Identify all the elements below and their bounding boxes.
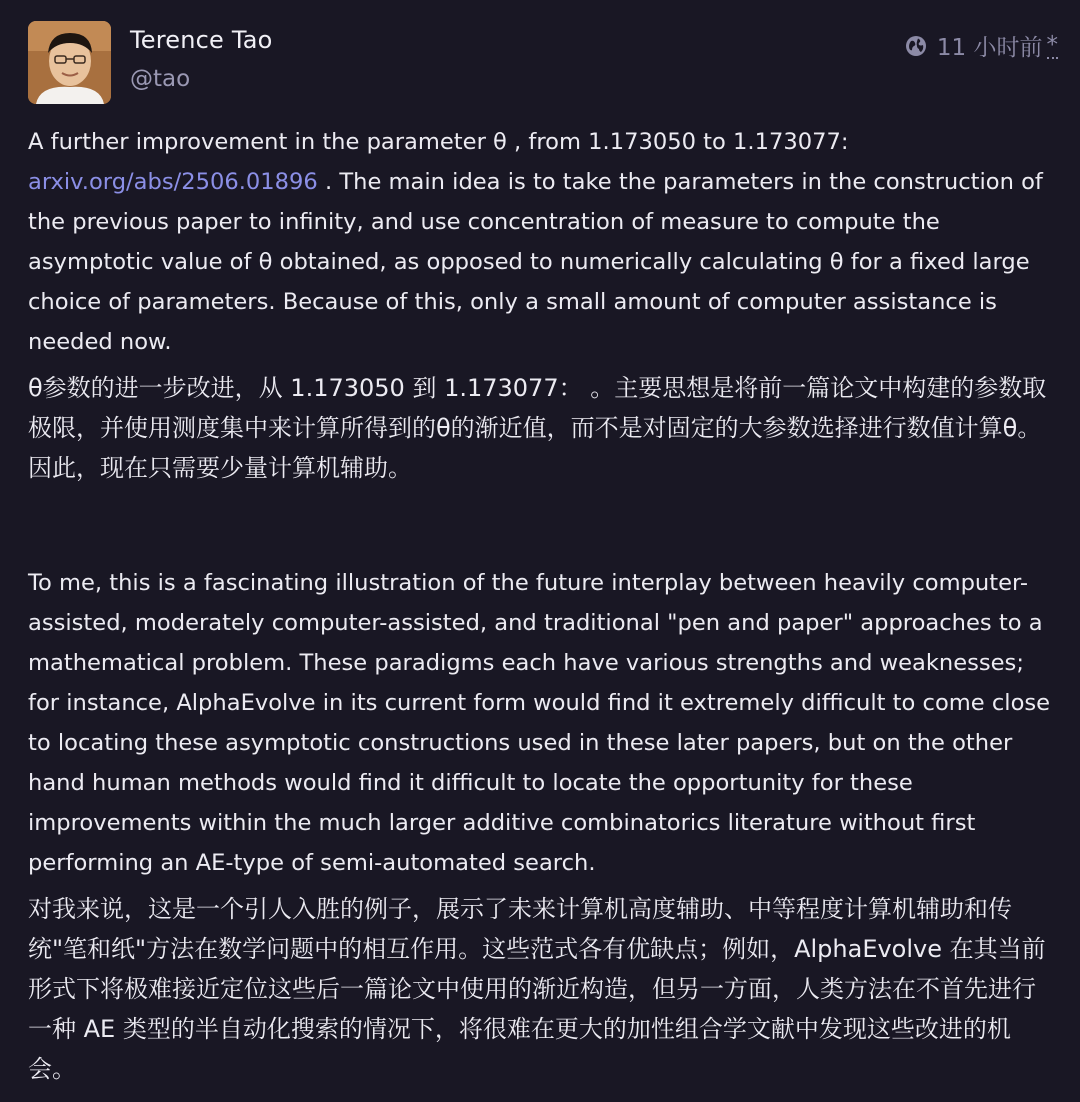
post-content [28, 122, 1058, 1089]
edited-indicator[interactable]: * [1046, 31, 1058, 58]
post-timestamp[interactable]: 11 小时前 [936, 35, 1043, 61]
author-name[interactable]: Terence Tao [130, 26, 273, 54]
paragraph-zh-2: 对我来说，这是一个引人入胜的例子，展示了未来计算机高度辅助、中等程度计算机辅助和传统"笔和纸"方法在数学问题中的相互作用。这些范式各有优缺点；例如，AlphaEvolve 在其当前形式下将极难接近定位这些后一篇论文中使用的渐近构造，但另一方面，人类方法在不首先进行一种 AE 类型的半自动化搜索的情况下，将很难在更大的加性组合学文献中发现这些改进的机会。 [28, 895, 1046, 1083]
paragraph-zh-1: θ参数的进一步改进，从 1.173050 到 1.173077： 。主要思想是将前一篇论文中构建的参数取极限，并使用测度集中来计算所得到的θ的渐近值，而不是对固定的大参数选择进行数值计算θ。因此，现在只需要少量计算机辅助。 [28, 374, 1047, 482]
paragraph-text: A further improvement in the parameter θ , from 1.173050 to 1.173077: [28, 129, 849, 155]
paragraph-text: . The main idea is to take the parameters in the construction of the previous paper to infinity, and use concentration of measure to compute the asymptotic value of θ obtained, as opposed to numerically calculating θ for a fixed large choice of parameters. Because of this, only a small amount of computer assistance is needed now. [28, 169, 1043, 355]
author-handle[interactable]: @tao [130, 66, 191, 92]
avatar[interactable] [28, 21, 111, 104]
paragraph-en-1 [28, 122, 1058, 362]
paragraph-en-2: To me, this is a fascinating illustration of the future interplay between heavily computer-assisted, moderately computer-assisted, and traditional "pen and paper" approaches to a mathematical problem. These paradigms each have various strengths and weaknesses; for instance, AlphaEvolve in its current form would find it extremely difficult to come close to locating these asymptotic constructions used in these later papers, but on the other hand human methods would find it difficult to locate the opportunity for these improvements within the much larger additive combinatorics literature without first performing an AE-type of semi-automated search. [28, 570, 1051, 876]
blank-line [28, 488, 1058, 563]
post-header [28, 0, 1058, 122]
arxiv-link[interactable]: arxiv.org/abs/2506.01896 [28, 169, 318, 195]
avatar-image [28, 21, 111, 104]
globe-icon [904, 34, 928, 58]
post-meta [904, 29, 1058, 62]
